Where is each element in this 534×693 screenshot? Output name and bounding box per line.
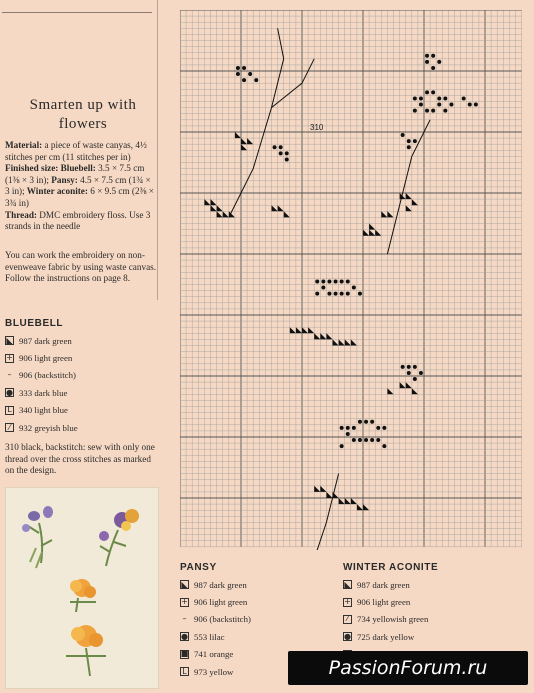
lilac-stitch — [443, 109, 447, 113]
lilac-stitch — [468, 103, 472, 107]
dark-yellow-stitch — [407, 371, 411, 375]
pansy-key-text: 973 yellow — [194, 666, 234, 677]
aconite-green-stitch — [339, 498, 345, 504]
lilac-stitch — [425, 90, 429, 94]
lilac-stitch — [413, 109, 417, 113]
finished-bluebell: 3.5 × 7.5 cm (1⅜ × 3 in); — [5, 163, 145, 185]
aconite-green-stitch — [351, 498, 357, 504]
aconite-green-stitch — [308, 327, 314, 333]
aconite-key-list — [343, 576, 528, 663]
backstitch-note: 310 black, backstitch: sew with only one thread over the cross stitches as marked on the design. — [5, 442, 155, 476]
bluebell-key-row — [5, 384, 160, 401]
dark-green-stitch — [235, 132, 241, 138]
aconite-green-stitch — [290, 327, 296, 333]
aconite-key-row — [343, 628, 528, 645]
aconite-key-row — [343, 611, 528, 628]
dark-yellow-stitch — [376, 426, 380, 430]
top-rule — [2, 12, 152, 13]
aconite-green-stitch — [412, 388, 418, 394]
dark-blue-stitch — [254, 78, 258, 82]
lilac-stitch — [401, 133, 405, 137]
aconite-sprig-photo-1 — [70, 579, 96, 612]
material-info — [5, 140, 157, 233]
pansy-key-symbol: – — [182, 614, 187, 624]
dark-yellow-stitch — [340, 279, 344, 283]
aconite-green-stitch — [302, 327, 308, 333]
dark-yellow-stitch — [358, 292, 362, 296]
lilac-stitch — [443, 96, 447, 100]
lilac-stitch — [413, 96, 417, 100]
dark-green-stitch — [211, 205, 217, 211]
lilac-stitch — [419, 96, 423, 100]
bluebell-key-list — [5, 332, 160, 436]
dark-yellow-stitch — [364, 438, 368, 442]
dark-green-stitch — [284, 211, 290, 217]
pansy-heading: PANSY — [180, 562, 217, 573]
aconite-key-text: 725 dark yellow — [357, 631, 415, 642]
aconite-green-stitch — [339, 339, 345, 345]
dark-yellow-stitch — [334, 292, 338, 296]
bluebell-key-text: 906 light green — [19, 353, 73, 364]
dark-yellow-stitch — [346, 279, 350, 283]
dark-green-stitch — [272, 205, 278, 211]
aconite-key-row — [343, 576, 528, 593]
dark-blue-stitch — [242, 78, 246, 82]
pansy-size-label: Pansy: — [48, 174, 78, 185]
pansy-green-stitch — [375, 230, 381, 236]
bluebell-key-row — [5, 332, 160, 349]
dark-blue-stitch — [242, 66, 246, 70]
lilac-stitch — [462, 96, 466, 100]
lilac-stitch — [449, 103, 453, 107]
thread-text: DMC embroidery floss. Use 3 strands in the needle — [5, 209, 151, 232]
lilac-stitch — [437, 103, 441, 107]
thread-label: Thread: — [5, 209, 37, 220]
lilac-stitch — [425, 109, 429, 113]
dark-yellow-stitch — [315, 279, 319, 283]
embroidery-photo — [5, 487, 159, 689]
side-rule — [157, 0, 158, 300]
lilac-stitch — [474, 103, 478, 107]
chart-motifs — [204, 28, 477, 550]
dark-blue-stitch — [279, 151, 283, 155]
bluebell-key-row — [5, 402, 160, 419]
pansy-key-symbol: + — [181, 597, 188, 607]
pansy-green-stitch — [369, 230, 375, 236]
aconite-green-stitch — [357, 504, 363, 510]
pansy-key-text: 741 orange — [194, 649, 234, 660]
lilac-stitch — [437, 96, 441, 100]
dark-yellow-stitch — [340, 426, 344, 430]
dark-yellow-stitch — [370, 420, 374, 424]
aconite-green-stitch — [363, 504, 369, 510]
finished-pansy: 4.5 × 7.5 cm (1¾ × 3 in); — [5, 174, 151, 197]
bluebell-key-text: 932 greyish blue — [19, 422, 78, 433]
aconite-green-stitch — [326, 333, 332, 339]
aconite-green-stitch — [400, 382, 406, 388]
material-text: a piece of waste canyas, 4½ stitches per cm (11 stitches per in) — [5, 140, 147, 162]
pansy-key-symbol: ● — [181, 631, 188, 641]
dark-green-stitch — [217, 205, 223, 211]
lilac-stitch — [419, 103, 423, 107]
dark-yellow-stitch — [340, 444, 344, 448]
aconite-key-symbol: ● — [344, 631, 351, 641]
dark-yellow-stitch — [352, 286, 356, 290]
dark-yellow-stitch — [407, 365, 411, 369]
dark-green-stitch — [217, 211, 223, 217]
aconite-green-stitch — [296, 327, 302, 333]
lilac-stitch — [431, 109, 435, 113]
dark-blue-stitch — [279, 145, 283, 149]
dark-yellow-stitch — [346, 292, 350, 296]
dark-yellow-stitch — [352, 426, 356, 430]
dark-yellow-stitch — [413, 365, 417, 369]
aconite-green-stitch — [314, 333, 320, 339]
dark-green-stitch — [241, 144, 247, 150]
dark-green-stitch — [241, 138, 247, 144]
pansy-key-symbol: ◣ — [181, 579, 188, 589]
pansy-key-text: 906 light green — [194, 597, 248, 608]
dark-yellow-stitch — [321, 286, 325, 290]
aconite-green-stitch — [345, 339, 351, 345]
lilac-stitch — [437, 60, 441, 64]
bluebell-stem-backstitch — [229, 28, 284, 217]
pansy-green-stitch — [406, 193, 412, 199]
dark-green-stitch — [247, 138, 253, 144]
chart-marker-310: 310 — [310, 123, 324, 132]
pansy-green-stitch — [369, 224, 375, 230]
bluebell-key-text: 987 dark green — [19, 335, 72, 346]
aconite-green-stitch — [333, 339, 339, 345]
pansy-green-stitch — [387, 211, 393, 217]
aconite-size-label: Winter aconite: — [24, 186, 88, 197]
dark-yellow-stitch — [358, 438, 362, 442]
pansy-key-row — [180, 593, 340, 610]
dark-blue-stitch — [248, 72, 252, 76]
lilac-stitch — [425, 60, 429, 64]
dark-yellow-stitch — [401, 365, 405, 369]
dark-yellow-stitch — [346, 432, 350, 436]
aconite-key-row — [343, 593, 528, 610]
dark-yellow-stitch — [358, 420, 362, 424]
pansy-green-stitch — [381, 211, 387, 217]
aconite-green-stitch — [351, 339, 357, 345]
pansy-key-text: 987 dark green — [194, 579, 247, 590]
dark-yellow-stitch — [346, 426, 350, 430]
material-label: Material: — [5, 140, 43, 150]
bluebell-heading: BLUEBELL — [5, 318, 64, 329]
dark-green-stitch — [211, 199, 217, 205]
dark-blue-stitch — [285, 157, 289, 161]
pansy-key-row — [180, 611, 340, 628]
bluebell-key-symbol: ⁄ — [5, 423, 14, 432]
dark-yellow-stitch — [334, 279, 338, 283]
aconite-green-stitch — [326, 492, 332, 498]
pansy-sprig-photo — [99, 509, 139, 566]
aconite-key-symbol: ◣ — [344, 579, 351, 589]
chart-grid-lines — [180, 10, 522, 547]
aconite-green-stitch — [345, 498, 351, 504]
finished-aconite: 6 × 9.5 cm (2⅜ × 3¾ in) — [5, 186, 154, 208]
aconite-green-stitch — [320, 486, 326, 492]
dark-green-stitch — [278, 205, 284, 211]
aconite-green-stitch — [314, 486, 320, 492]
lilac-stitch — [407, 145, 411, 149]
aconite-key-symbol: + — [344, 597, 351, 607]
dark-yellow-stitch — [382, 426, 386, 430]
cross-stitch-chart — [180, 10, 523, 550]
pansy-key-text: 906 (backstitch) — [194, 614, 251, 625]
dark-yellow-stitch — [327, 292, 331, 296]
aconite-green-stitch — [406, 382, 412, 388]
aconite-key-text: 906 light green — [357, 597, 411, 608]
dark-yellow-stitch — [340, 292, 344, 296]
pansy-key-text: 553 lilac — [194, 631, 225, 642]
bluebell-key-text: 340 light blue — [19, 405, 68, 416]
bluebell-key-symbol: + — [6, 353, 13, 363]
bluebell-key-symbol: – — [7, 370, 12, 380]
dark-yellow-stitch — [327, 279, 331, 283]
dark-green-stitch — [204, 199, 210, 205]
aconite-green-stitch — [320, 333, 326, 339]
pansy-green-stitch — [406, 205, 412, 211]
bluebell-key-text: 906 (backstitch) — [19, 370, 76, 381]
dark-yellow-stitch — [364, 420, 368, 424]
aconite-heading: WINTER ACONITE — [343, 562, 439, 573]
bluebell-key-row — [5, 349, 160, 366]
dark-blue-stitch — [273, 145, 277, 149]
lilac-stitch — [431, 66, 435, 70]
bluebell-key-row — [5, 367, 160, 384]
lilac-stitch — [431, 90, 435, 94]
pansy-key-row — [180, 628, 340, 645]
pansy-key-row — [180, 576, 340, 593]
dark-yellow-stitch — [376, 438, 380, 442]
lilac-stitch — [413, 139, 417, 143]
waste-canvas-note: You can work the embroidery on non-evenweave fabric by using waste canvas. Follow the instructions on page 8. — [5, 250, 157, 284]
pansy-green-stitch — [363, 230, 369, 236]
pansy-key-symbol: L — [180, 667, 189, 676]
bluebell-key-symbol: ● — [6, 387, 13, 397]
dark-yellow-stitch — [413, 377, 417, 381]
dark-green-stitch — [223, 211, 229, 217]
dark-yellow-stitch — [382, 444, 386, 448]
aconite-key-text: 734 yellowish green — [357, 614, 429, 625]
aconite-key-symbol: ⁄ — [343, 615, 352, 624]
dark-blue-stitch — [236, 72, 240, 76]
aconite-key-text: 987 dark green — [357, 579, 410, 590]
lilac-stitch — [425, 54, 429, 58]
aconite-sprig-photo-2 — [66, 625, 106, 676]
bluebell-key-symbol: L — [5, 406, 14, 415]
aconite-green-stitch — [387, 388, 393, 394]
dark-yellow-stitch — [315, 292, 319, 296]
bluebell-key-text: 333 dark blue — [19, 387, 68, 398]
bluebell-key-row — [5, 419, 160, 436]
bluebell-sprig-photo — [22, 506, 53, 568]
dark-yellow-stitch — [419, 371, 423, 375]
dark-yellow-stitch — [370, 438, 374, 442]
lilac-stitch — [431, 54, 435, 58]
dark-blue-stitch — [285, 151, 289, 155]
lilac-stitch — [407, 139, 411, 143]
page-title: Smarten up with flowers — [29, 97, 137, 132]
bluebell-key-symbol: ◣ — [6, 335, 13, 345]
finished-size-label: Finished size: Bluebell: — [5, 163, 96, 174]
dark-yellow-stitch — [321, 279, 325, 283]
pansy-key-symbol: ■ — [180, 649, 189, 659]
watermark-link[interactable]: PassionForum.ru — [288, 651, 528, 685]
pansy-green-stitch — [412, 199, 418, 205]
dark-yellow-stitch — [352, 438, 356, 442]
flower-photo-illustration — [6, 488, 158, 688]
dark-blue-stitch — [236, 66, 240, 70]
